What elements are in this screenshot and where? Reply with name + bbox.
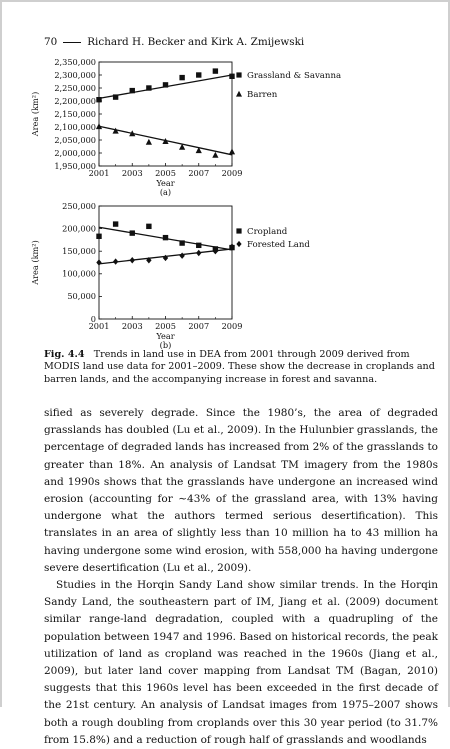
- data-point: [196, 250, 201, 256]
- paragraph: Studies in the Horqin Sandy Land show similar trends. In the Horqin Sandy Land, the southeastern part of IM, Jiang et al. (2009) document similar range-land degradation, coupled with a quadrupling of the population between 1947 and 1996. Based on historical records, the peak utilization of land as cropland was reached in the 1960s (Jiang et al., 2009), but later land cover mapping from Landsat TM (Bagan, 2010) suggests that this 1960s level has been exceeded in the first decade of the 21st century. An analysis of Landsat images from 1975–2007 shows both a rough doubling from croplands over this 30 year period (to 31.7% from 15.8%) and a reduction of rough half of grasslands and woodlands: [44, 579, 439, 746]
- y-tick-label: 150,000: [62, 246, 96, 256]
- y-tick-label: 2,200,000: [54, 95, 96, 106]
- legend-label: Forested Land: [247, 240, 310, 250]
- page-number: 70: [44, 36, 58, 48]
- y-tick-label: 2,250,000: [54, 82, 96, 93]
- data-point: [113, 258, 118, 264]
- header-dash: [63, 42, 81, 43]
- y-tick-label: 2,150,000: [54, 108, 96, 119]
- data-point: [96, 234, 101, 239]
- x-tick-label: 2007: [188, 168, 210, 178]
- x-tick-label: 2009: [221, 321, 243, 331]
- y-tick-label: 50,000: [67, 291, 96, 302]
- legend-marker: [236, 241, 241, 247]
- x-tick-label: 2003: [121, 321, 143, 331]
- data-point: [130, 230, 135, 235]
- x-tick-label: 2007: [188, 321, 210, 331]
- y-tick-label: 2,350,000: [54, 56, 96, 67]
- header-authors: Richard H. Becker and Kirk A. Zmijewski: [87, 36, 305, 48]
- data-point: [146, 139, 152, 145]
- data-point: [229, 74, 234, 79]
- data-point: [179, 253, 184, 259]
- chart-b-svg: [0, 200, 450, 350]
- figure-label: Fig. 4.4: [44, 349, 85, 360]
- x-tick-label: 2001: [88, 321, 110, 331]
- x-axis-label: Year: [156, 178, 175, 188]
- paragraph: sified as severely degrade. Since the 1980’s, the area of degraded grasslands has doubled (Lu et al., 2009). In the Hulunbier grasslands, the percentage of degraded lands has increased from 2% of the grasslands to greater than 18%. An analysis of Landsat TM imagery from the 1980s and 1990s shows that the grasslands have undergone an increased wind erosion (accounting for ∼43% of the grassland area, with 13% having undergone what the authors termed serious desertification). This translates in an area of slightly less than 10 million ha to 43 million ha having undergone some wind erosion, with 558,000 ha having undergone severe desertification (Lu et al., 2009).: [44, 407, 438, 574]
- y-axis-label: Area (km²): [30, 240, 40, 285]
- legend-label: Grassland & Savanna: [247, 71, 342, 81]
- y-tick-label: 1,950,000: [54, 160, 96, 171]
- data-point: [146, 85, 151, 90]
- y-tick-label: 250,000: [62, 200, 96, 211]
- legend-marker: [236, 91, 242, 97]
- data-point: [213, 68, 218, 73]
- x-axis-label: Year: [156, 331, 175, 341]
- chart-a-svg: [0, 54, 450, 204]
- y-tick-label: 2,100,000: [54, 121, 96, 132]
- data-point: [130, 88, 135, 93]
- y-tick-label: 2,300,000: [54, 69, 96, 80]
- data-point: [163, 82, 168, 87]
- figure-caption: [44, 349, 436, 386]
- chart-panel-b: [0, 200, 450, 350]
- x-tick-label: 2009: [221, 168, 243, 178]
- data-point: [196, 243, 201, 248]
- running-header: [44, 35, 424, 49]
- x-tick-label: 2003: [121, 168, 143, 178]
- data-point: [179, 240, 184, 245]
- data-point: [113, 221, 118, 226]
- plot-frame: [99, 206, 232, 319]
- chart-panel-a: [0, 54, 450, 204]
- figure-caption-text: Trends in land use in DEA from 2001 through 2009 derived from MODIS land use data for 2001–2009. These show the decrease in croplands and barren lands, and the accompanying increase in forest and savanna.: [44, 349, 435, 385]
- y-axis-label: Area (km²): [30, 91, 40, 137]
- data-point: [96, 259, 101, 265]
- legend-label: Cropland: [247, 227, 288, 237]
- y-tick-label: 0: [90, 313, 96, 324]
- y-tick-label: 100,000: [62, 268, 96, 279]
- data-point: [130, 257, 135, 263]
- x-tick-label: 2005: [155, 168, 176, 178]
- x-tick-label: 2005: [155, 321, 176, 331]
- data-point: [179, 75, 184, 80]
- y-tick-label: 200,000: [62, 223, 96, 234]
- data-point: [163, 235, 168, 240]
- y-tick-label: 2,050,000: [54, 134, 96, 145]
- data-point: [113, 94, 118, 99]
- panel-label: (a): [159, 187, 172, 197]
- x-tick-label: 2001: [88, 168, 110, 178]
- data-point: [96, 97, 101, 102]
- panel-label: (b): [159, 340, 172, 350]
- legend-marker: [236, 72, 241, 77]
- data-point: [229, 148, 235, 154]
- data-point: [196, 72, 201, 77]
- body-text: [44, 405, 438, 749]
- page-border-top: [0, 0, 450, 2]
- data-point: [146, 224, 151, 229]
- y-tick-label: 2,000,000: [54, 147, 96, 158]
- legend-marker: [236, 228, 241, 233]
- data-point: [212, 152, 218, 158]
- legend-label: Barren: [247, 90, 278, 100]
